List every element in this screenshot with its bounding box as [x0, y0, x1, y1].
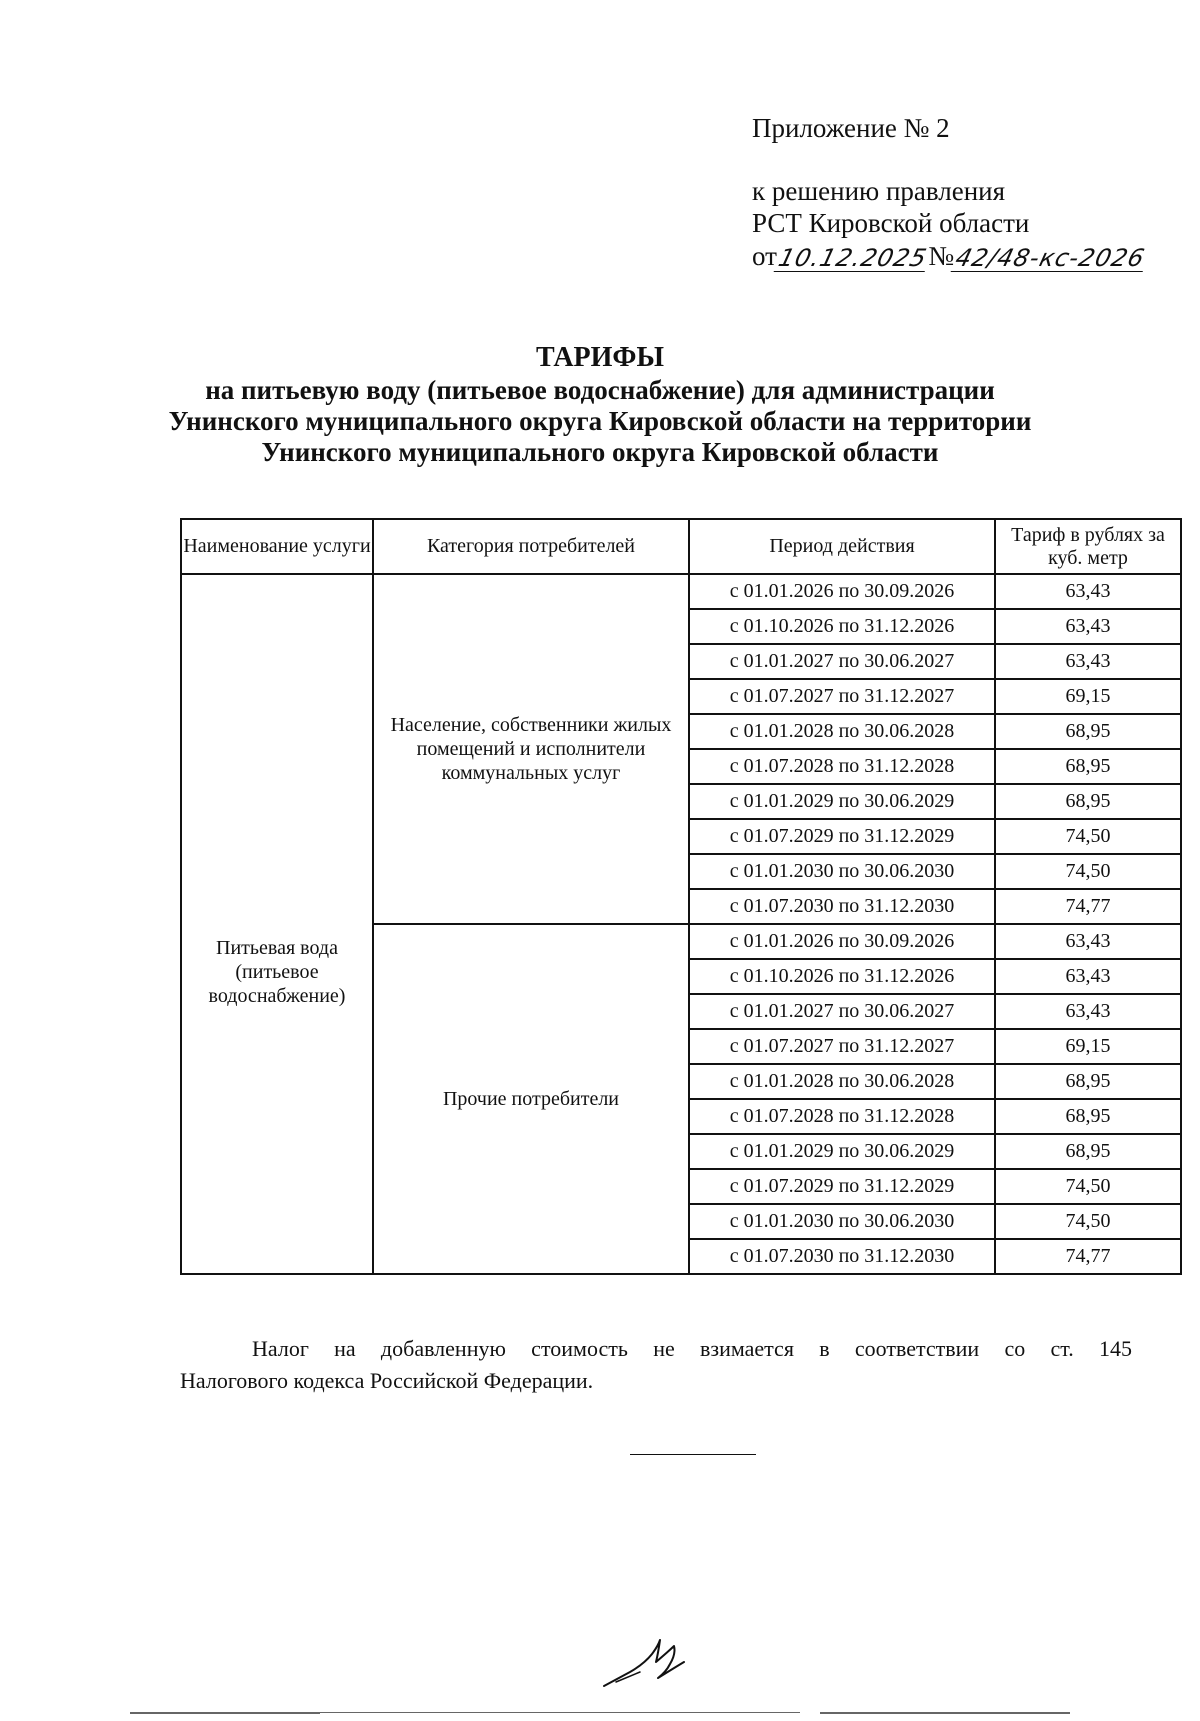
period-cell: с 01.01.2026 по 30.09.2026: [689, 924, 995, 959]
decision-date-number: [752, 240, 1182, 272]
tariff-value-cell: 68,95: [995, 784, 1181, 819]
period-cell: с 01.01.2028 по 30.06.2028: [689, 1064, 995, 1099]
service-name-cell: Питьевая вода (питьевое водоснабжение): [181, 574, 373, 1274]
period-cell: с 01.10.2026 по 31.12.2026: [689, 959, 995, 994]
period-cell: с 01.07.2030 по 31.12.2030: [689, 889, 995, 924]
header-service: Наименование услуги: [181, 519, 373, 574]
period-cell: с 01.07.2028 по 31.12.2028: [689, 749, 995, 784]
consumer-category-cell: Прочие потребители: [373, 924, 689, 1274]
period-cell: с 01.07.2027 по 31.12.2027: [689, 679, 995, 714]
title-main: ТАРИФЫ: [536, 342, 664, 373]
tariff-value-cell: 74,50: [995, 854, 1181, 889]
tariff-value-cell: 63,43: [995, 644, 1181, 679]
header-category: Категория потребителей: [373, 519, 689, 574]
issuing-authority: РСТ Кировской области: [752, 208, 1030, 238]
title-line-2: Унинского муниципального округа Кировской области на территории: [168, 406, 1032, 436]
number-prefix: №: [928, 241, 955, 271]
period-cell: с 01.01.2029 по 30.06.2029: [689, 1134, 995, 1169]
table-header-row: [181, 519, 1181, 574]
appendix-header: [752, 112, 1182, 272]
period-cell: с 01.07.2030 по 31.12.2030: [689, 1239, 995, 1274]
tariff-value-cell: 69,15: [995, 1029, 1181, 1064]
tariff-value-cell: 68,95: [995, 749, 1181, 784]
title-line-3: Унинского муниципального округа Кировской области: [261, 437, 939, 467]
tariff-value-cell: 68,95: [995, 1134, 1181, 1169]
handwritten-number: 42/48-кс-2026: [952, 244, 1149, 272]
tariff-value-cell: 68,95: [995, 714, 1181, 749]
tariff-value-cell: 74,77: [995, 889, 1181, 924]
closing-rule: [630, 1454, 756, 1455]
header-tariff: Тариф в рублях за куб. метр: [995, 519, 1181, 574]
period-cell: с 01.07.2029 по 31.12.2029: [689, 1169, 995, 1204]
handwritten-signature: [600, 1632, 710, 1692]
period-cell: с 01.01.2027 по 30.06.2027: [689, 644, 995, 679]
table-row: [181, 574, 1181, 609]
tariff-value-cell: 68,95: [995, 1099, 1181, 1134]
vat-note: [180, 1333, 1132, 1397]
tariff-table-body: [181, 574, 1181, 1274]
scan-edge-line: [820, 1712, 1070, 1714]
tariff-value-cell: 69,15: [995, 679, 1181, 714]
tariff-value-cell: 63,43: [995, 994, 1181, 1029]
period-cell: с 01.01.2026 по 30.09.2026: [689, 574, 995, 609]
period-cell: с 01.07.2028 по 31.12.2028: [689, 1099, 995, 1134]
period-cell: с 01.01.2029 по 30.06.2029: [689, 784, 995, 819]
tariff-value-cell: 63,43: [995, 574, 1181, 609]
tariff-value-cell: 74,50: [995, 1204, 1181, 1239]
period-cell: с 01.07.2027 по 31.12.2027: [689, 1029, 995, 1064]
period-cell: с 01.01.2028 по 30.06.2028: [689, 714, 995, 749]
period-cell: с 01.01.2027 по 30.06.2027: [689, 994, 995, 1029]
scan-edge-line: [130, 1712, 320, 1714]
tariff-value-cell: 63,43: [995, 959, 1181, 994]
appendix-number: Приложение № 2: [752, 113, 950, 143]
vat-note-line-2: Налогового кодекса Российской Федерации.: [180, 1368, 594, 1393]
tariff-value-cell: 74,77: [995, 1239, 1181, 1274]
tariff-value-cell: 63,43: [995, 609, 1181, 644]
period-cell: с 01.01.2030 по 30.06.2030: [689, 854, 995, 889]
tariff-value-cell: 74,50: [995, 1169, 1181, 1204]
period-cell: с 01.07.2029 по 31.12.2029: [689, 819, 995, 854]
scan-edge-line: [320, 1712, 800, 1713]
date-prefix: от: [752, 241, 777, 271]
tariff-value-cell: 63,43: [995, 924, 1181, 959]
handwritten-date: 10.12.2025: [775, 244, 930, 272]
vat-note-line-1: Налог на добавленную стоимость не взимается в соответствии со ст. 145: [252, 1336, 1132, 1361]
tariff-value-cell: 68,95: [995, 1064, 1181, 1099]
tariff-table: [180, 518, 1182, 1275]
decision-reference: к решению правления: [752, 176, 1006, 206]
period-cell: с 01.01.2030 по 30.06.2030: [689, 1204, 995, 1239]
period-cell: с 01.10.2026 по 31.12.2026: [689, 609, 995, 644]
header-period: Период действия: [689, 519, 995, 574]
document-title: [150, 343, 1050, 468]
title-line-1: на питьевую воду (питьевое водоснабжение) для администрации: [205, 375, 995, 405]
consumer-category-cell: Население, собственники жилых помещений и исполнители коммунальных услуг: [373, 574, 689, 924]
tariff-value-cell: 74,50: [995, 819, 1181, 854]
